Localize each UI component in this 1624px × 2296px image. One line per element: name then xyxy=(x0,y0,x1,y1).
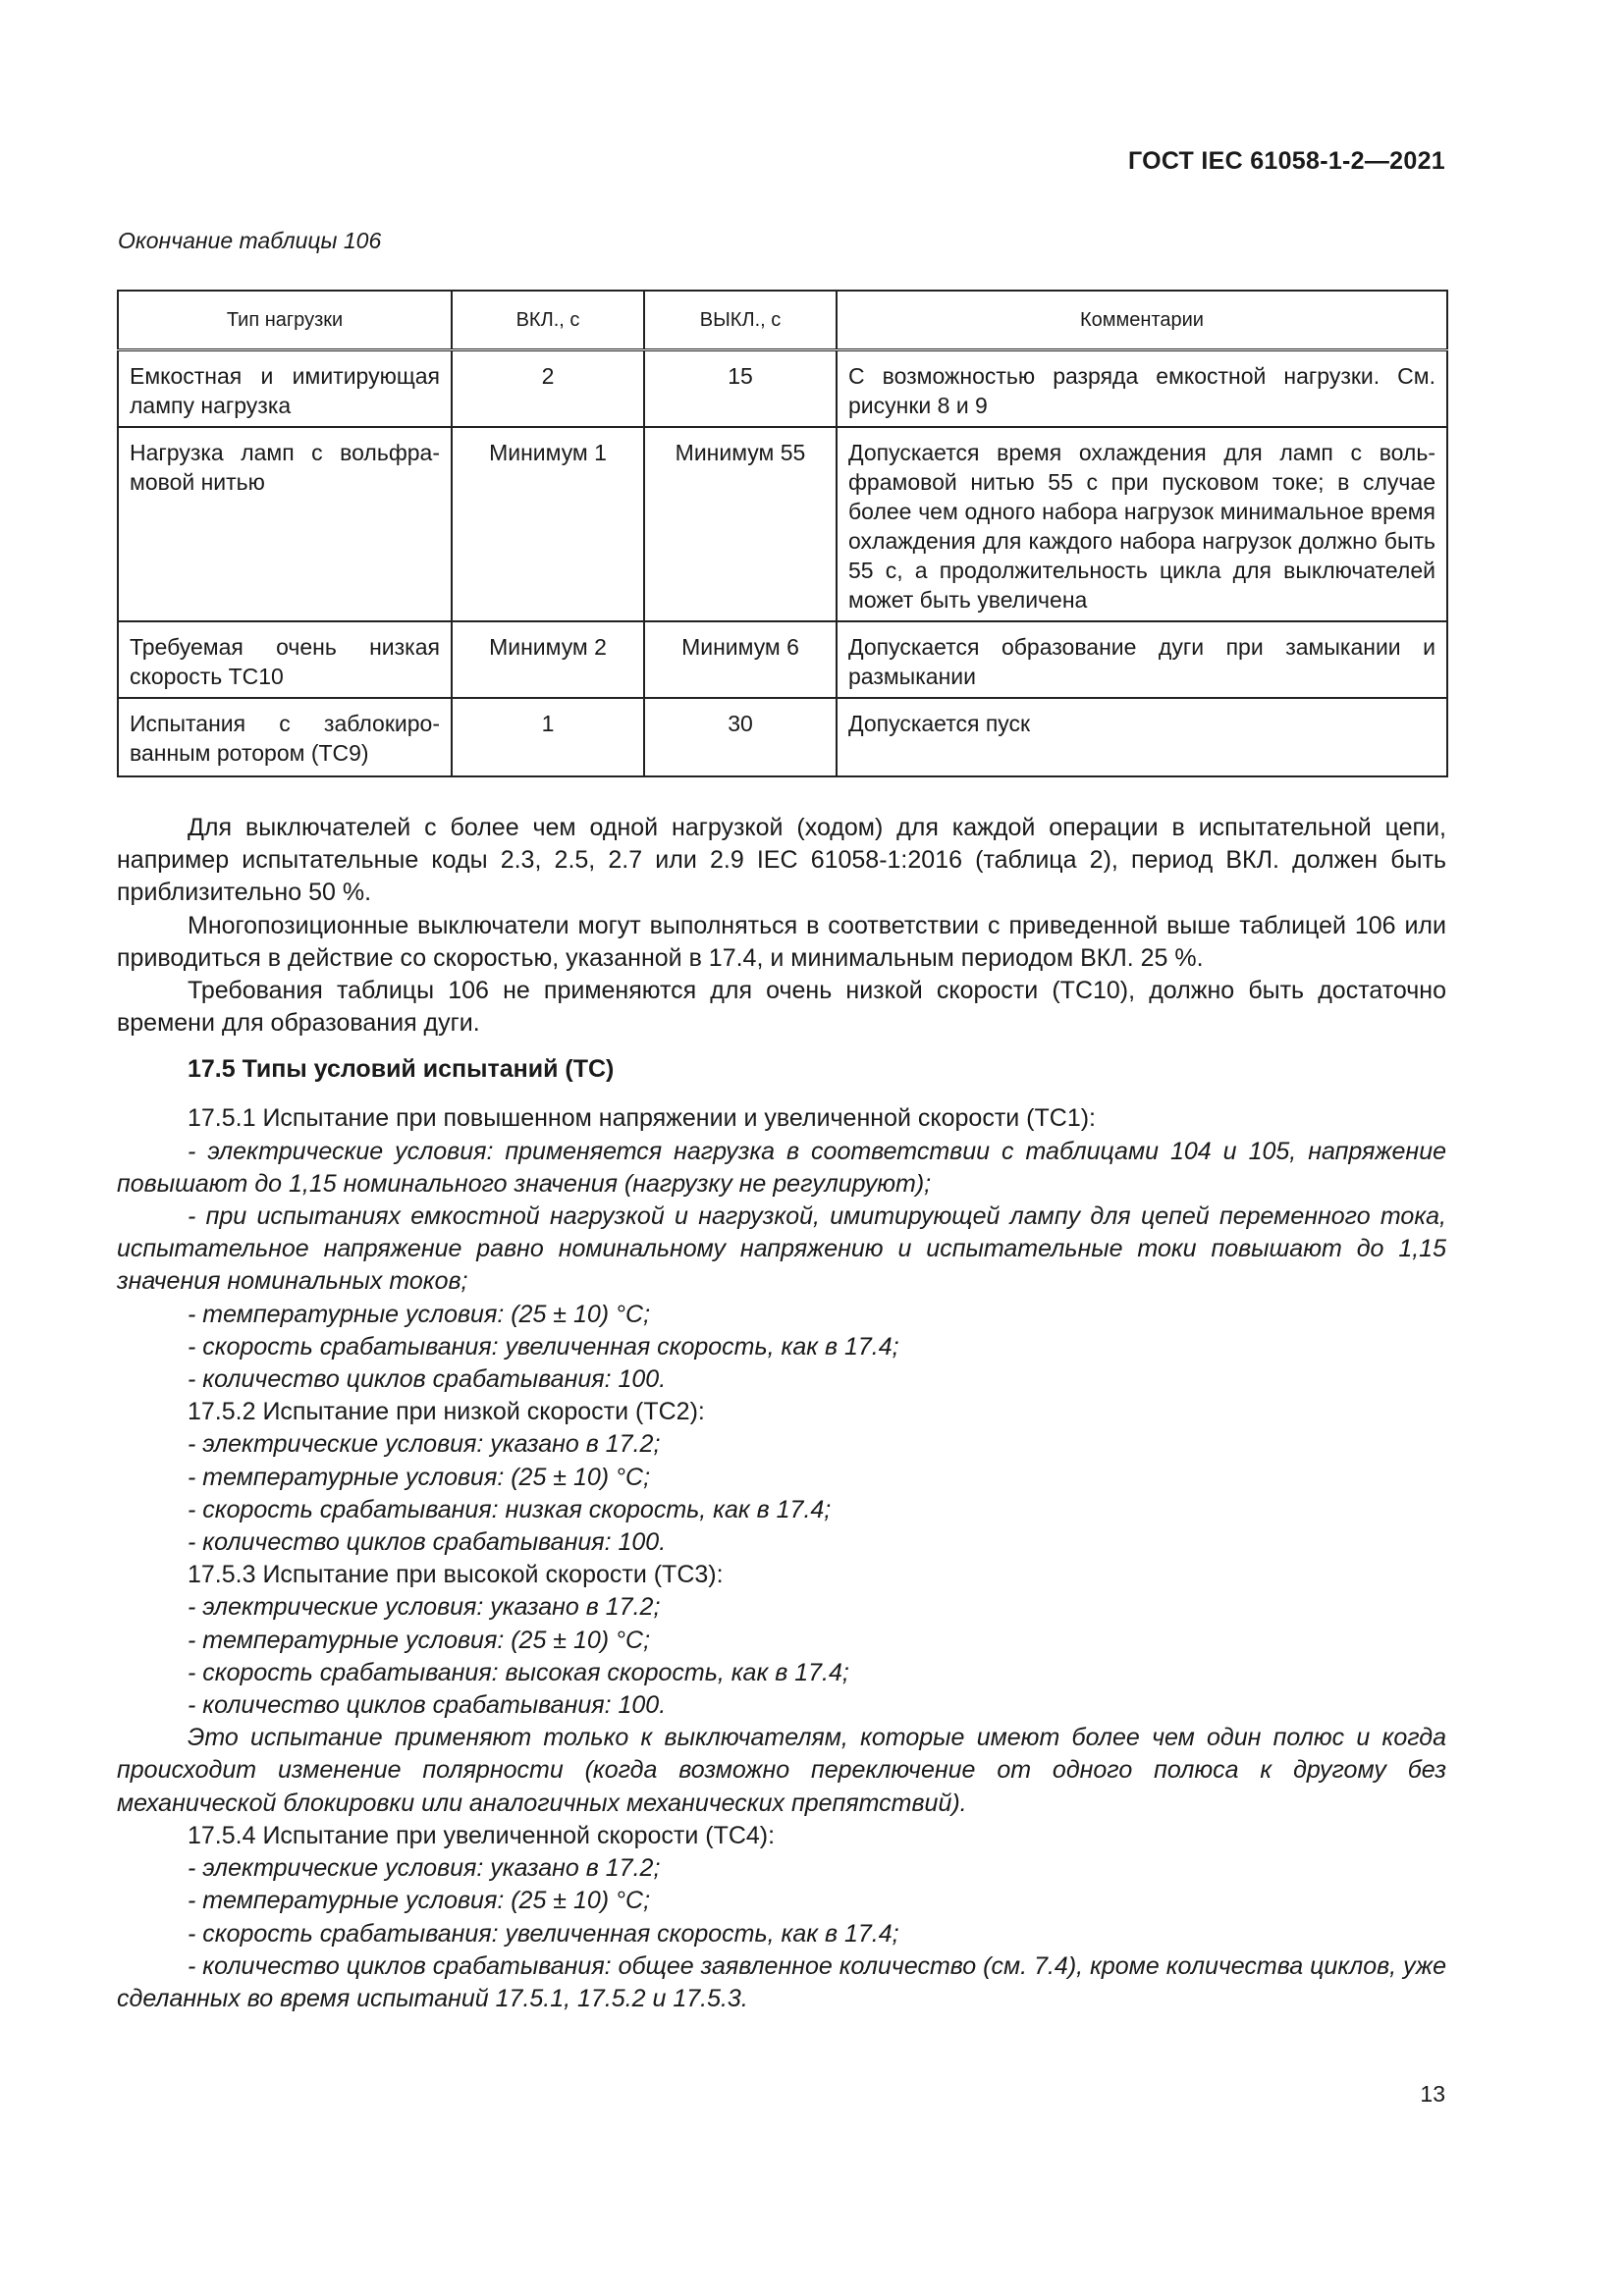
list-item: - электрические условия: применяется нагрузка в соответствии с таблицами 104 и 105, напряжение повышают до 1,15 номинального значения (нагрузку не регулируют); xyxy=(117,1137,1446,1198)
cell-off: Минимум 55 xyxy=(644,427,837,621)
paragraph: Многопозиционные выключатели могут выполняться в соответствии с приведенной выше таблицей 106 или приводиться в действие со скоростью, указанной в 17.4, и минимальным периодом ВКЛ. 25 %. xyxy=(117,911,1446,972)
section-heading: 17.5 Типы условий испытаний (ТС) xyxy=(188,1055,615,1084)
cell-type: Испытания с заблокиро-ванным ротором (ТС9) xyxy=(118,698,452,776)
list-item: - скорость срабатывания: высокая скорость, как в 17.4; xyxy=(188,1658,849,1686)
body-text xyxy=(117,812,1446,2015)
cell-comment: С возможностью разряда емкостной нагрузки. См. рисунки 8 и 9 xyxy=(837,350,1447,428)
cell-off: 15 xyxy=(644,350,837,428)
column-header-off: ВЫКЛ., с xyxy=(644,291,837,350)
table-row xyxy=(118,698,1447,776)
cell-type: Нагрузка ламп с вольфра-мовой нитью xyxy=(118,427,452,621)
column-header-comment: Комментарии xyxy=(837,291,1447,350)
table-row xyxy=(118,621,1447,698)
column-header-type: Тип нагрузки xyxy=(118,291,452,350)
list-item: - температурные условия: (25 ± 10) °С; xyxy=(188,1300,651,1328)
list-item: - электрические условия: указано в 17.2; xyxy=(188,1430,661,1459)
list-item: - температурные условия: (25 ± 10) °С; xyxy=(188,1463,651,1491)
table-row xyxy=(118,350,1447,428)
list-item: - количество циклов срабатывания: общее заявленное количество (см. 7.4), кроме количества циклов, уже сделанных во время испытаний 17.5.1, 17.5.2 и 17.5.3. xyxy=(117,1951,1446,2012)
paragraph: Требования таблицы 106 не применяются для очень низкой скорости (ТС10), должно быть достаточно времени для образования дуги. xyxy=(117,977,1446,1038)
list-item: - количество циклов срабатывания: 100. xyxy=(188,1691,667,1720)
list-item: - электрические условия: указано в 17.2; xyxy=(188,1854,661,1883)
table-header-row xyxy=(118,291,1447,350)
paragraph: Для выключателей с более чем одной нагрузкой (ходом) для каждой операции в испытательной цепи, например испытательные коды 2.3, 2.5, 2.7 или 2.9 IEC 61058-1:2016 (таблица 2), период ВКЛ. должен быть приблизительно 50 %. xyxy=(117,814,1446,907)
subsection-title: 17.5.4 Испытание при увеличенной скорости (ТС4): xyxy=(188,1821,776,1849)
table-106 xyxy=(117,290,1448,777)
cell-comment: Допускается время охлаждения для ламп с воль-фрамовой нитью 55 с при пусковом токе; в случае более чем одного набора нагрузок минимальное время охлаждения для каждого набора нагрузок должно быть 55 с, а продолжительность цикла для выключателей может быть увеличена xyxy=(837,427,1447,621)
column-header-on: ВКЛ., с xyxy=(452,291,644,350)
cell-type: Емкостная и имитирующая лампу нагрузка xyxy=(118,350,452,428)
list-item: - температурные условия: (25 ± 10) °С; xyxy=(188,1626,651,1654)
cell-off: Минимум 6 xyxy=(644,621,837,698)
document-header: ГОСТ IEC 61058-1-2—2021 xyxy=(1127,147,1445,175)
cell-comment: Допускается образование дуги при замыкании и размыкании xyxy=(837,621,1447,698)
table-row xyxy=(118,427,1447,621)
list-item: - скорость срабатывания: увеличенная скорость, как в 17.4; xyxy=(188,1332,899,1361)
list-item: - количество циклов срабатывания: 100. xyxy=(188,1365,667,1394)
cell-on: 2 xyxy=(452,350,644,428)
cell-comment: Допускается пуск xyxy=(837,698,1447,776)
list-item: - скорость срабатывания: увеличенная скорость, как в 17.4; xyxy=(188,1919,899,1948)
page-number: 13 xyxy=(1420,2081,1445,2107)
subsection-title: 17.5.2 Испытание при низкой скорости (ТС2): xyxy=(188,1398,705,1426)
list-item: - скорость срабатывания: низкая скорость, как в 17.4; xyxy=(188,1495,832,1523)
cell-on: 1 xyxy=(452,698,644,776)
subsection-title: 17.5.3 Испытание при высокой скорости (ТС3): xyxy=(188,1561,724,1589)
cell-type: Требуемая очень низкая скорость ТС10 xyxy=(118,621,452,698)
list-item: - при испытаниях емкостной нагрузкой и нагрузкой, имитирующей лампу для цепей переменного тока, испытательное напряжение равно номинальному напряжению и испытательные токи повышают до 1,15 значения номинальных токов; xyxy=(117,1202,1446,1296)
cell-off: 30 xyxy=(644,698,837,776)
note-paragraph: Это испытание применяют только к выключателям, которые имеют более чем один полюс и когда происходит изменение полярности (когда возможно переключение от одного полюса к другому без механической блокировки или аналогичных механических препятствий). xyxy=(117,1724,1446,1817)
table-caption: Окончание таблицы 106 xyxy=(118,228,382,253)
list-item: - электрические условия: указано в 17.2; xyxy=(188,1593,661,1622)
subsection-title: 17.5.1 Испытание при повышенном напряжении и увеличенной скорости (ТС1): xyxy=(188,1104,1096,1133)
list-item: - температурные условия: (25 ± 10) °С; xyxy=(188,1887,651,1915)
list-item: - количество циклов срабатывания: 100. xyxy=(188,1528,667,1557)
cell-on: Минимум 2 xyxy=(452,621,644,698)
cell-on: Минимум 1 xyxy=(452,427,644,621)
